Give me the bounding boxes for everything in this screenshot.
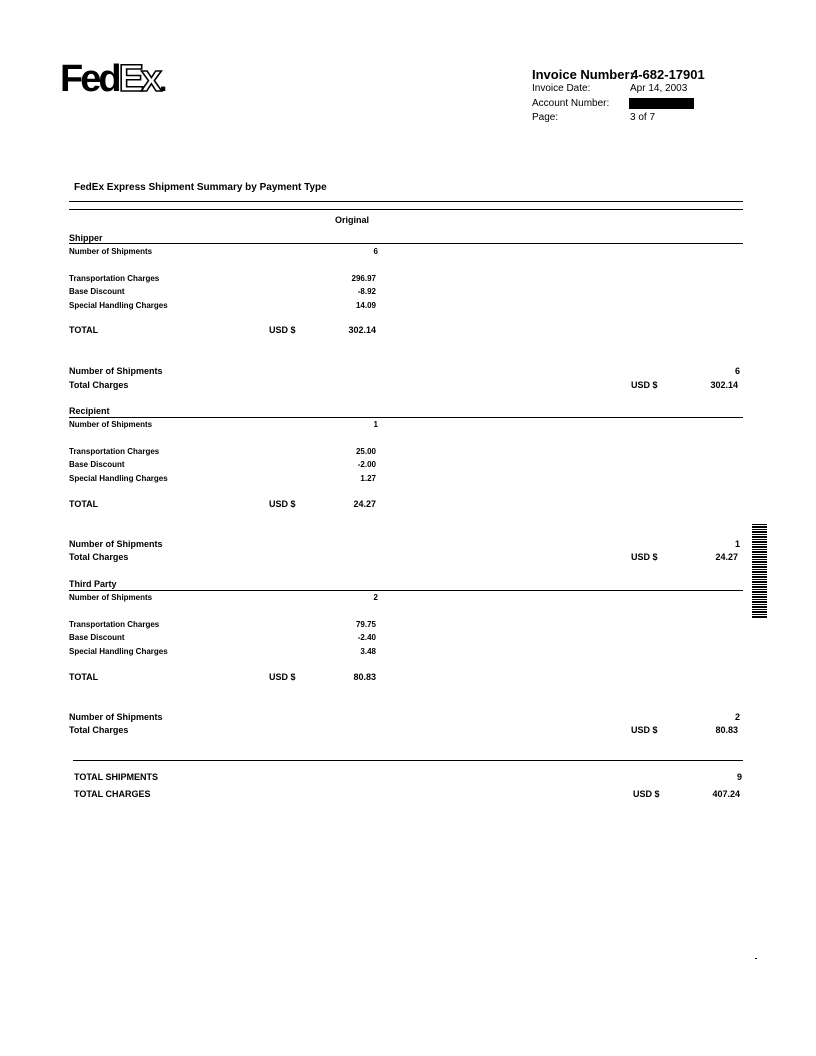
column-header-original: Original (335, 215, 370, 225)
total-shipments-label: TOTAL SHIPMENTS (74, 772, 159, 782)
total-shipments-value: 9 (736, 772, 742, 782)
summary-shipments-label: Number of Shipments (69, 712, 163, 722)
page-label: Page: (532, 112, 559, 123)
special-handling-value: 1.27 (360, 474, 376, 483)
total-value: 302.14 (348, 325, 376, 335)
total-label: TOTAL (69, 499, 99, 509)
base-discount-value: -2.40 (357, 633, 376, 642)
special-handling-label: Special Handling Charges (69, 301, 168, 310)
page-number: 3 of 7 (630, 112, 656, 123)
transportation-charges-label: Transportation Charges (69, 447, 160, 456)
special-handling-value: 14.09 (355, 301, 376, 310)
base-discount-label: Base Discount (69, 633, 125, 642)
invoice-number-label: Invoice Number: (532, 67, 634, 82)
summary-currency: USD $ (631, 380, 658, 390)
num-shipments-label: Number of Shipments (69, 593, 153, 602)
total-charges-label: TOTAL CHARGES (74, 789, 151, 799)
summary-shipments-label: Number of Shipments (69, 366, 163, 376)
summary-charges-value: 80.83 (715, 725, 738, 735)
total-currency: USD $ (269, 672, 296, 682)
summary-shipments-label: Number of Shipments (69, 539, 163, 549)
transportation-charges-label: Transportation Charges (69, 620, 160, 629)
base-discount-value: -2.00 (357, 460, 376, 469)
num-shipments-value: 2 (373, 593, 378, 602)
num-shipments-label: Number of Shipments (69, 420, 153, 429)
section-divider (69, 417, 743, 418)
summary-charges-label: Total Charges (69, 552, 129, 562)
total-charges-currency: USD $ (633, 789, 660, 799)
summary-charges-label: Total Charges (69, 725, 129, 735)
total-charges-value: 407.24 (712, 789, 740, 799)
transportation-charges-value: 79.75 (355, 620, 376, 629)
total-label: TOTAL (69, 672, 99, 682)
summary-shipments-value: 1 (734, 539, 740, 549)
transportation-charges-label: Transportation Charges (69, 274, 160, 283)
title-divider-2 (69, 209, 743, 210)
total-label: TOTAL (69, 325, 99, 335)
page-mark (755, 958, 757, 959)
base-discount-label: Base Discount (69, 287, 125, 296)
fedex-logo: FedEx. (60, 58, 168, 100)
page-title: FedEx Express Shipment Summary by Payment Type (74, 182, 327, 193)
special-handling-label: Special Handling Charges (69, 647, 168, 656)
base-discount-label: Base Discount (69, 460, 125, 469)
num-shipments-value: 6 (373, 247, 378, 256)
total-value: 80.83 (353, 672, 376, 682)
account-number-label: Account Number: (532, 98, 610, 109)
total-currency: USD $ (269, 325, 296, 335)
account-number-redaction (629, 98, 694, 109)
base-discount-value: -8.92 (357, 287, 376, 296)
invoice-date-label: Invoice Date: (532, 83, 591, 94)
num-shipments-label: Number of Shipments (69, 247, 153, 256)
summary-charges-value: 302.14 (710, 380, 738, 390)
invoice-date: Apr 14, 2003 (630, 83, 688, 94)
summary-charges-value: 24.27 (715, 552, 738, 562)
summary-currency: USD $ (631, 552, 658, 562)
section-heading: Third Party (69, 579, 117, 589)
summary-shipments-value: 6 (734, 366, 740, 376)
section-heading: Shipper (69, 233, 103, 243)
invoice-number: 4-682-17901 (631, 67, 705, 82)
section-heading: Recipient (69, 406, 110, 416)
total-currency: USD $ (269, 499, 296, 509)
special-handling-label: Special Handling Charges (69, 474, 168, 483)
total-value: 24.27 (353, 499, 376, 509)
section-divider (69, 590, 743, 591)
special-handling-value: 3.48 (360, 647, 376, 656)
summary-shipments-value: 2 (734, 712, 740, 722)
summary-currency: USD $ (631, 725, 658, 735)
num-shipments-value: 1 (373, 420, 378, 429)
summary-charges-label: Total Charges (69, 380, 129, 390)
grand-total-divider (73, 760, 743, 761)
transportation-charges-value: 296.97 (351, 274, 376, 283)
barcode (752, 524, 767, 619)
transportation-charges-value: 25.00 (355, 447, 376, 456)
title-divider (69, 201, 743, 202)
section-divider (69, 243, 743, 244)
